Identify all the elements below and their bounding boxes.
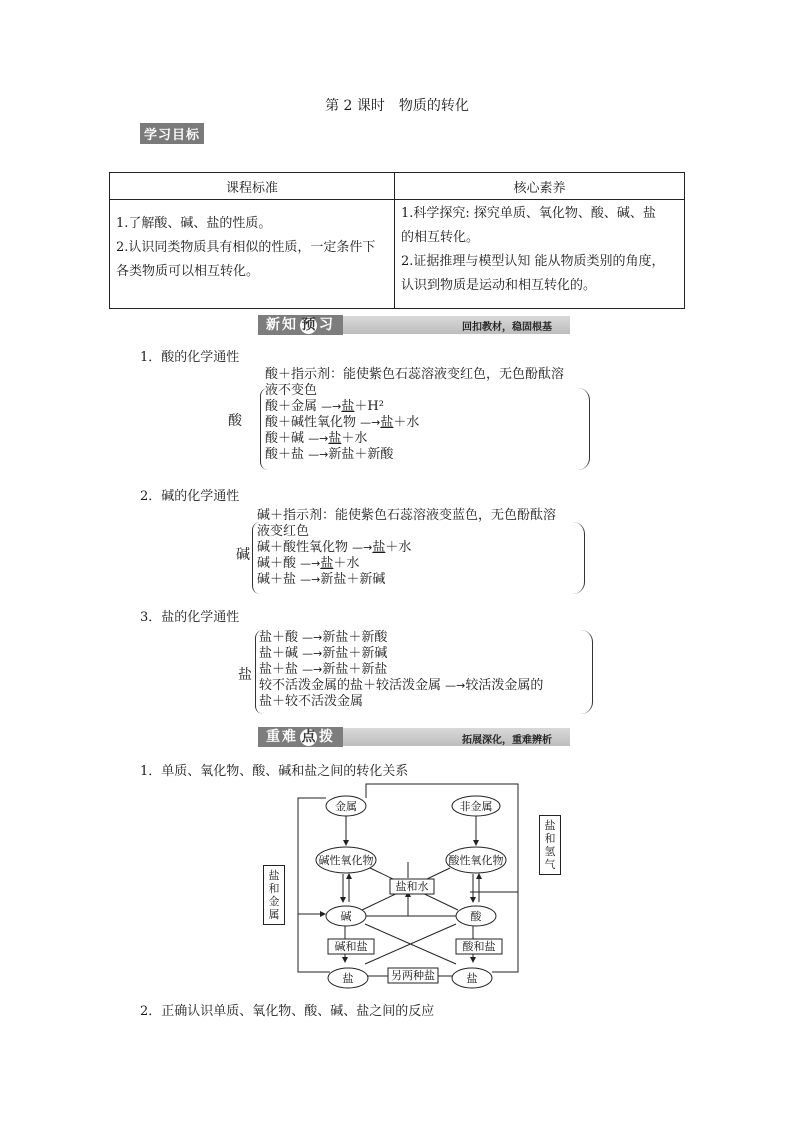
section-band-preview-label [258,315,343,335]
section-band-focus-label [258,727,343,747]
objectives-badge: 学习目标 [140,123,204,144]
table-cell-literacy [395,200,685,309]
table-header-literacy: 核心素养 [395,173,685,200]
reaction-heading: 2．正确认识单质、氧化物、酸、碱、盐之间的反应 [140,1004,435,1019]
table-cell-standards [110,200,395,309]
acid-side-label: 酸 [228,413,242,429]
salt-right-brace [580,630,593,714]
base-lines [257,508,556,588]
base-line: 碱＋盐 —→新盐＋新碱 [257,572,386,587]
frame-line [492,892,518,972]
label-salt-water: 盐和水 [395,880,429,893]
acid-lines [265,367,564,463]
relation-heading: 1．单质、氧化物、酸、碱和盐之间的转化关系 [140,764,409,779]
page-title: 第 2 课时 物质的转化 [325,98,469,114]
acid-line: 酸＋碱 —→盐＋水 [265,431,368,446]
standards-table [109,172,685,309]
acid-line: 酸＋指示剂：能使紫色石蕊溶液变红色，无色酚酞溶 [265,367,565,382]
acid-line: 液不变色 [265,383,318,398]
salt-heading: 3．盐的化学通性 [140,610,240,625]
literacy-line: 1.科学探究: 探究单质、氧化物、酸、碱、盐 [401,206,656,221]
literacy-line: 的相互转化。 [401,230,480,245]
base-side-label: 碱 [236,547,250,563]
literacy-line: 2.证据推理与模型认知 能从物质类别的角度， [401,254,665,269]
salt-lines [259,630,543,710]
salt-line: 盐＋酸 —→新盐＋新酸 [259,630,388,645]
section-band-focus-note: 拓展深化，重难辨析 [462,735,552,746]
band-text: 重难 [266,729,298,745]
literacy-line: 认识到物质是运动和相互转化的。 [401,278,597,293]
base-line: 碱＋酸 —→盐＋水 [257,556,360,571]
band-text: 新知 [266,317,298,333]
label-acid: 酸 [470,910,482,923]
base-heading: 2．碱的化学通性 [140,489,240,504]
acid-line: 酸＋金属 —→盐＋H² [265,399,384,414]
label-base-salt: 碱和盐 [334,940,368,953]
label-two-salts: 另两种盐 [391,969,435,982]
label-base: 碱 [340,910,352,923]
base-line: 液变红色 [257,524,310,539]
right-vertical-box: 盐和氢气 [539,815,561,875]
acid-line: 酸＋碱性氧化物 —→盐＋水 [265,415,420,430]
section-band-preview-note: 回扣教材，稳固根基 [462,322,552,333]
conversion-diagram [260,782,570,990]
base-right-brace [572,522,585,594]
table-header-standards: 课程标准 [110,173,395,200]
frame-line [298,798,330,972]
salt-side-label: 盐 [238,667,252,683]
label-nonmetal: 非金属 [459,800,493,813]
standard-line: 2.认识同类物质具有相似的性质，一定条件下 [116,240,376,255]
salt-line: 盐＋较不活泼金属 [259,694,364,709]
standard-line: 1.了解酸、碱、盐的性质。 [116,216,272,231]
salt-line: 盐＋碱 —→新盐＋新碱 [259,646,388,661]
salt-line: 盐＋盐 —→新盐＋新盐 [259,662,388,677]
band-text: 习 [319,317,335,333]
acid-heading: 1．酸的化学通性 [140,350,240,365]
band-dot: 点 [301,729,316,745]
salt-line: 较不活泼金属的盐＋较活泼金属 —→较活泼金属的 [259,678,544,693]
label-salt-right: 盐 [466,972,478,985]
left-vertical-box: 盐和金属 [263,865,285,925]
acid-line: 酸＋盐 —→新盐＋新酸 [265,447,394,462]
band-text: 拨 [319,729,335,745]
label-metal: 金属 [335,800,357,813]
label-acid-salt: 酸和盐 [462,940,496,953]
label-basic-oxide: 碱性氧化物 [318,854,374,867]
base-line: 碱＋酸性氧化物 —→盐＋水 [257,540,412,555]
label-salt-left: 盐 [342,972,354,985]
acid-right-brace [577,388,590,470]
label-acidic-oxide: 酸性氧化物 [448,854,504,867]
base-line: 碱＋指示剂：能使紫色石蕊溶液变蓝色，无色酚酞溶 [257,508,557,523]
standard-line: 各类物质可以相互转化。 [116,264,260,279]
band-dot: 预 [301,317,316,333]
